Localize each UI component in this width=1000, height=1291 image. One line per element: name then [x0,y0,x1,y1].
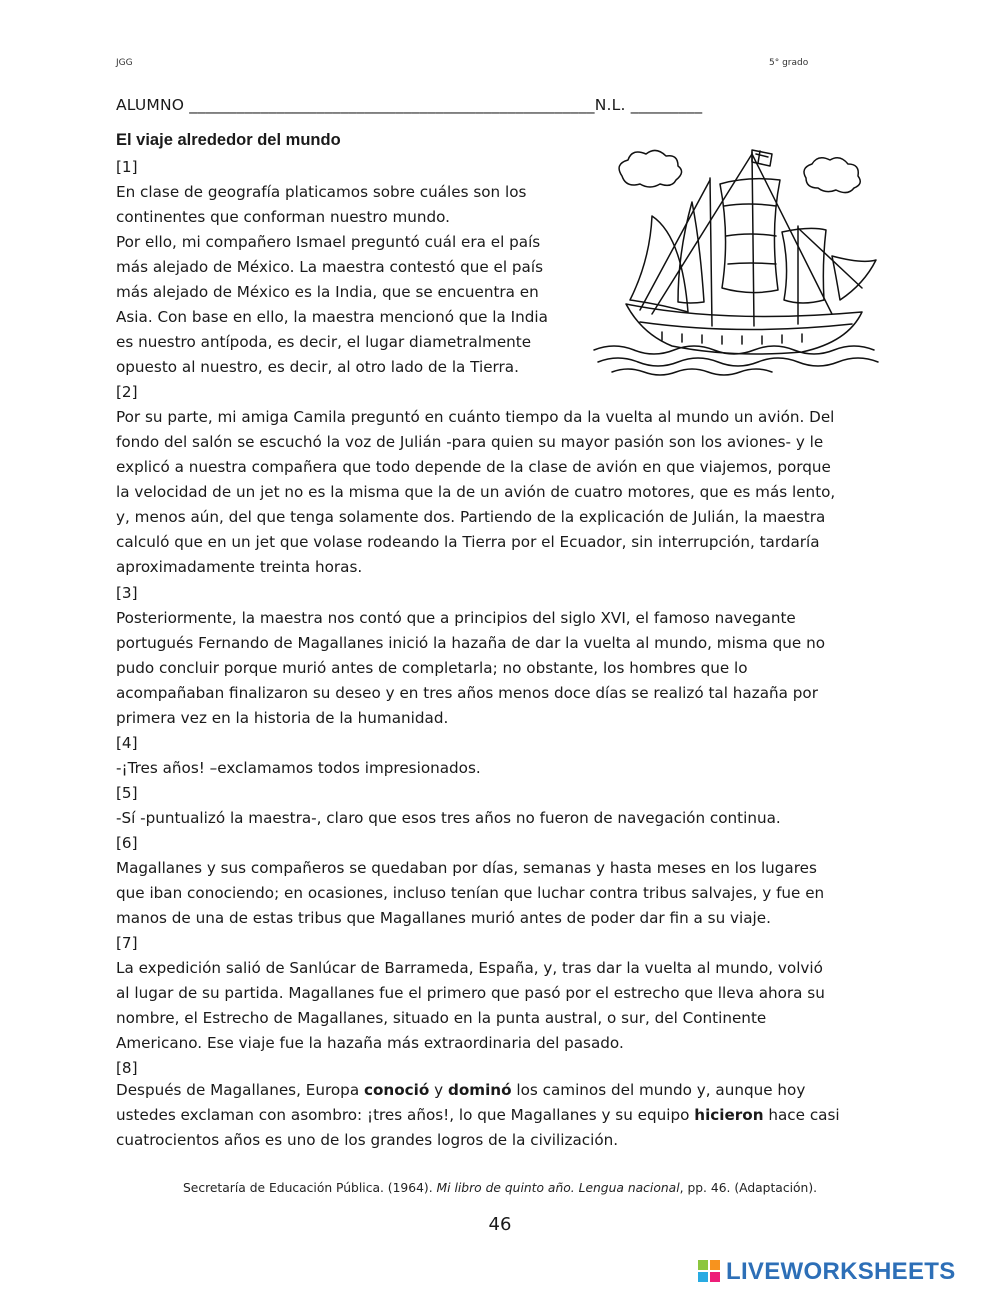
text-line: opuesto al nuestro, es decir, al otro lado de la Tierra. [116,358,519,377]
text-line: acompañaban finalizaron su deseo y en tres años menos doce días se realizó tal hazaña por [116,683,818,702]
text-line: [8] [116,1059,138,1078]
text-line: Posteriormente, la maestra nos contó que a principios del siglo XVI, el famoso navegante [116,608,796,627]
text-line: que iban conociendo; en ocasiones, incluso tenían que luchar contra tribus salvajes, y fue en [116,883,825,902]
text-line: explicó a nuestra compañera que todo depende de la clase de avión en que viajemos, porque [116,458,831,477]
text-line: y, menos aún, del que tenga solamente dos. Partiendo de la explicación de Julián, la maestra [116,508,826,527]
ship-illustration [592,136,892,376]
text-line: La expedición salió de Sanlúcar de Barrameda, España, y, tras dar la vuelta al mundo, volvió [116,958,823,977]
brand-name: LIVEWORKSHEETS [726,1258,956,1285]
text-line: [1] [116,158,138,176]
bold-word-hicieron: hicieron [694,1106,764,1124]
text-line: [5] [116,783,138,802]
text-line: manos de una de estas tribus que Magallanes murió antes de poder dar fin a su viaje. [116,908,771,927]
text-line: fondo del salón se escuchó la voz de Julián -para quien su mayor pasión son los aviones- y le [116,433,824,452]
document-title: El viaje alrededor del mundo [116,131,341,149]
paragraph-8-line-1: Después de Magallanes, Europa conoció y dominó los caminos del mundo y, aunque hoy [116,1081,806,1099]
header-initials: JGG [116,58,133,68]
text-line: Por su parte, mi amiga Camila preguntó en cuánto tiempo da la vuelta al mundo un avión. Del [116,408,835,427]
text-line: calculó que en un jet que volase rodeando la Tierra por el Ecuador, sin interrupción, tardaría [116,533,820,552]
source-citation: Secretaría de Educación Pública. (1964). Mi libro de quinto año. Lengua nacional, pp. 46. (Adaptación). [182,1181,818,1195]
student-name-line: ALUMNO ___________________________________________________N.L. _________ [116,96,703,114]
text-line: más alejado de México es la India, que se encuentra en [116,283,539,302]
text-line: más alejado de México. La maestra contestó que el país [116,258,543,277]
text-line: portugués Fernando de Magallanes inició la hazaña de dar la vuelta al mundo, misma que no [116,633,826,652]
text-line: primera vez en la historia de la humanidad. [116,708,449,727]
text-line: Por ello, mi compañero Ismael preguntó cuál era el país [116,233,541,252]
text-line: la velocidad de un jet no es la misma que la de un avión de cuatro motores, que es más lento, [116,483,836,502]
header-grade: 5° grado [769,58,809,68]
paragraph-8-line-3: cuatrocientos años es uno de los grandes logros de la civilización. [116,1131,619,1149]
liveworksheets-icon [698,1260,722,1284]
text-line: [6] [116,833,138,852]
text-line: Magallanes y sus compañeros se quedaban por días, semanas y hasta meses en los lugares [116,858,817,877]
text-line: nombre, el Estrecho de Magallanes, situado en la punta austral, o sur, del Continente [116,1009,767,1028]
text-line: [4] [116,733,138,752]
page-number: 46 [488,1214,512,1235]
bold-word-domino: dominó [447,1081,512,1099]
bold-word-conocio: conoció [363,1081,430,1099]
text-line: -Sí -puntualizó la maestra-, claro que esos tres años no fueron de navegación continua. [116,808,781,827]
text-line: [3] [116,583,138,602]
text-line: continentes que conforman nuestro mundo. [116,208,450,227]
text-line: -¡Tres años! –exclamamos todos impresionados. [116,758,481,777]
liveworksheets-logo [698,1257,956,1287]
paragraph-8-line-2: ustedes exclaman con asombro: ¡tres años!, lo que Magallanes y su equipo hicieron hace casi [116,1106,840,1124]
text-line: aproximadamente treinta horas. [116,558,363,577]
text-line: [2] [116,383,138,402]
text-line: Asia. Con base en ello, la maestra mencionó que la India [116,308,548,327]
text-line: al lugar de su partida. Magallanes fue el primero que pasó por el estrecho que lleva ahora su [116,983,825,1002]
text-line: Americano. Ese viaje fue la hazaña más extraordinaria del pasado. [116,1034,624,1053]
text-line: En clase de geografía platicamos sobre cuáles son los [116,183,527,202]
text-line: es nuestro antípoda, es decir, el lugar diametralmente [116,333,532,352]
text-line: [7] [116,933,138,952]
text-line: pudo concluir porque murió antes de completarla; no obstante, los hombres que lo [116,658,748,677]
